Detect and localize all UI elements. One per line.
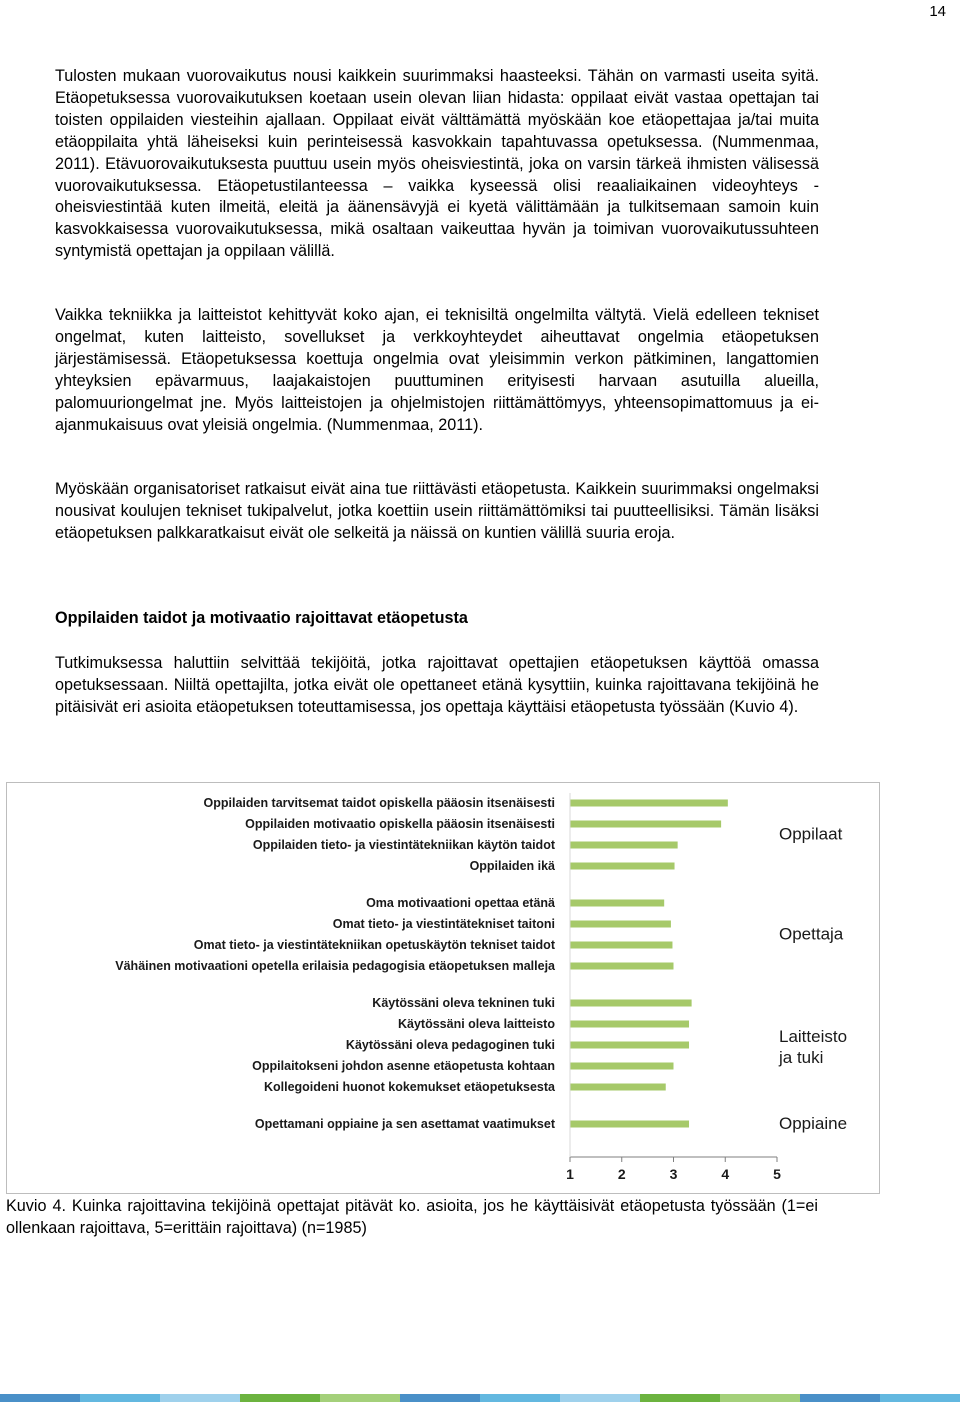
bar [570,1042,689,1049]
category-label: Oppilaiden motivaatio opiskella pääosin itsenäisesti [245,817,555,831]
footer-color-stripe [0,1394,960,1402]
bar [570,842,678,849]
category-label: Opettamani oppiaine ja sen asettamat vaatimukset [254,1117,555,1131]
bar [570,1021,689,1028]
category-label: Vähäinen motivaationi opetella erilaisia pedagogisia etäopetuksen malleja [115,959,555,973]
category-label: Kollegoideni huonot kokemukset etäopetuksesta [263,1080,555,1094]
footer-stripe-segment [400,1394,480,1402]
footer-stripe-segment [80,1394,160,1402]
footer-stripe-segment [240,1394,320,1402]
figure-caption: Kuvio 4. Kuinka rajoittavina tekijöinä opettajat pitävät ko. asioita, jos he käyttäisivät etäopetusta työssään (1=ei ollenkaan rajoittava, 5=erittäin rajoittava) (n=1985) [6,1197,818,1237]
paragraph-interaction: Tulosten mukaan vuorovaikutus nousi kaikkein suurimmaksi haasteeksi. Tähän on varmasti useita syitä. Etäopetuksessa vuorovaikutuksen koetaan usein olevan liian hidasta: oppilaat eivät vastaa opettajan tai toisten oppilaiden viesteihin ajallaan. Oppilaat eivät välttämättä myöskään koe etäopettajaa ja/tai muita etäoppilaita yhtä läheiseksi kuin perinteisessä kasvokkain tapahtuvassa opetuksessa. (Nummenmaa, 2011). Etävuorovaikutuksesta puuttuu usein myös oheisviestintä, joka on varsin tärkeä ihmisten välisessä vuorovaikutuksessa. Etäopetustilanteessa – vaikka kyseessä olisi reaaliaikainen videoyhteys - oheisviestintää kuten ilmeitä, eleitä ja äänensävyjä ei kyetä välittämään ja tulkitsemaan samoin kuin kasvokkaisessa vuorovaikutuksessa, mikä osaltaan vaikeuttaa hyvän ja toimivan vuorovaikutussuhteen syntymistä opettajan ja oppilaan välillä. [55,67,819,261]
category-label: Oppilaiden tieto- ja viestintätekniikan käytön taidot [252,838,555,852]
bar [570,1084,666,1091]
group-label: Oppiaine [779,1114,848,1133]
x-tick-label: 5 [773,1166,781,1182]
category-label: Oppilaiden tarvitsemat taidot opiskella pääosin itsenäisesti [203,796,555,810]
bar [570,821,721,828]
x-tick-label: 4 [721,1166,730,1182]
category-label: Omat tieto- ja viestintätekniikan opetuskäytön tekniset taidot [193,938,555,952]
x-tick-label: 1 [566,1166,574,1182]
category-label: Oppilaiden ikä [469,859,555,873]
bar-chart [7,783,879,1193]
bar [570,963,674,970]
paragraph-research: Tutkimuksessa haluttiin selvittää tekijöitä, jotka rajoittavat opettajien etäopetuksen käyttöä omassa opetuksessaan. Niiltä opettajilta, jotka eivät ole opettaneet etänä kysyttiin, kuinka rajoittavana tekijöinä he pitäisivät eri asioita etäopetuksen toteuttamisessa, jos opettaja käyttäisi etäopetusta työssään (Kuvio 4). [55,654,819,716]
paragraph-organisational: Myöskään organisatoriset ratkaisut eivät aina tue riittävästi etäopetusta. Kaikkein suurimmaksi ongelmaksi nousivat koulujen tekniset tukipalvelut, jotka koettiin usein riittämättömiksi tai puutteellisiksi. Tämän lisäksi etäopetuksen palkkaratkaisut eivät ole selkeitä ja näissä on kuntien välillä suuria eroja. [55,480,819,542]
group-label: Opettaja [779,924,844,944]
bar [570,942,672,949]
footer-stripe-segment [640,1394,720,1402]
category-label: Käytössäni oleva tekninen tuki [372,996,555,1010]
category-label: Käytössäni oleva pedagoginen tuki [345,1038,555,1052]
category-label: Käytössäni oleva laitteisto [397,1017,555,1031]
category-label: Oma motivaationi opettaa etänä [366,896,555,910]
footer-stripe-segment [0,1394,80,1402]
bar [570,1121,689,1128]
footer-stripe-segment [880,1394,960,1402]
group-label: Oppilaat [779,824,843,844]
bar [570,863,675,870]
x-tick-label: 2 [617,1166,626,1182]
category-label: Omat tieto- ja viestintätekniset taitoni [332,917,555,931]
group-label: Laitteisto ja tuki [779,1027,848,1067]
bar [570,1000,692,1007]
bar [570,900,664,907]
x-tick-label: 3 [669,1166,678,1182]
page-number: 14 [929,3,946,20]
bar [570,1063,674,1070]
footer-stripe-segment [160,1394,240,1402]
footer-stripe-segment [320,1394,400,1402]
section-heading: Oppilaiden taidot ja motivaatio rajoittavat etäopetusta [55,609,468,627]
footer-stripe-segment [800,1394,880,1402]
paragraph-technical-problems: Vaikka tekniikka ja laitteistot kehittyvät koko ajan, ei teknisiltä ongelmilta vältytä. Vielä edelleen tekniset ongelmat, kuten laitteisto, sovellukset ja verkkoyhteydet aiheuttavat ongelmia etäopetuksen järjestämisessä. Etäopetuksessa koettuja ongelmia ovat yleisimmin verkon pätkiminen, langattomien yhteyksien epävarmuus, laajakaistojen puuttuminen erityisesti harvaan asutuilla alueilla, palomuuriongelmat jne. Myös laitteistojen ja ohjelmistojen riittämättömyys, yhteensopimattomuus ja ei-ajanmukaisuus ovat yleisiä ongelmia. (Nummenmaa, 2011). [55,306,819,434]
bar [570,921,671,928]
footer-stripe-segment [560,1394,640,1402]
category-label: Oppilaitokseni johdon asenne etäopetusta kohtaan [252,1059,555,1073]
bar [570,800,728,807]
figure-4-chart [6,782,880,1194]
footer-stripe-segment [480,1394,560,1402]
footer-stripe-segment [720,1394,800,1402]
